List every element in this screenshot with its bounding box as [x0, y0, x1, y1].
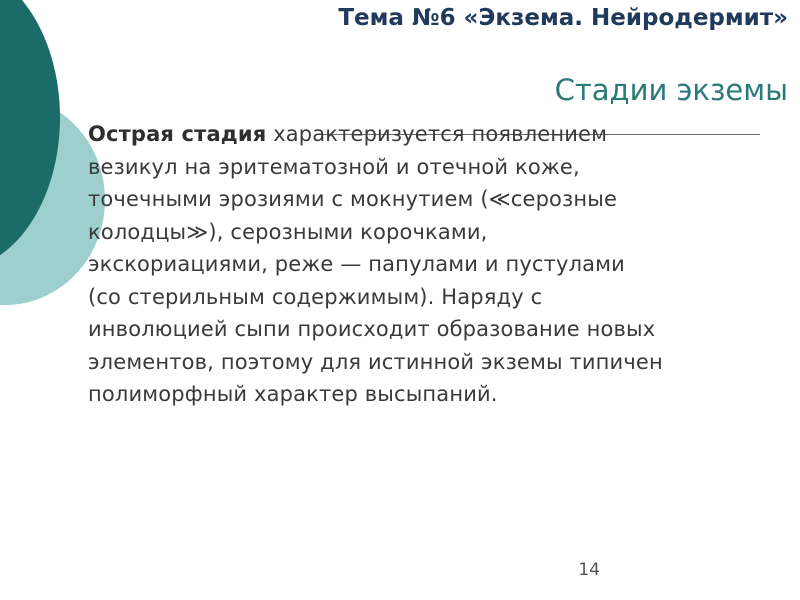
- body-paragraph: [88, 118, 796, 411]
- body-term: Острая стадия: [88, 122, 267, 146]
- body-text: характеризуется появлением везикул на эритематозной и отечной коже, точечными эрозиями с мокнутием (≪серозные колодцы≫), серозными корочками, экскориациями, реже — папулами и пустулами (со стерильным содержимым). Наряду с инволюцией сыпи происходит образование новых элементов, поэтому для истинной экземы типичен полиморфный характер высыпаний.: [88, 122, 663, 406]
- slide-title: Тема №6 «Экзема. Нейродермит»: [338, 5, 788, 31]
- slide-subtitle: Стадии экземы: [554, 73, 788, 107]
- page-number: 14: [578, 560, 600, 580]
